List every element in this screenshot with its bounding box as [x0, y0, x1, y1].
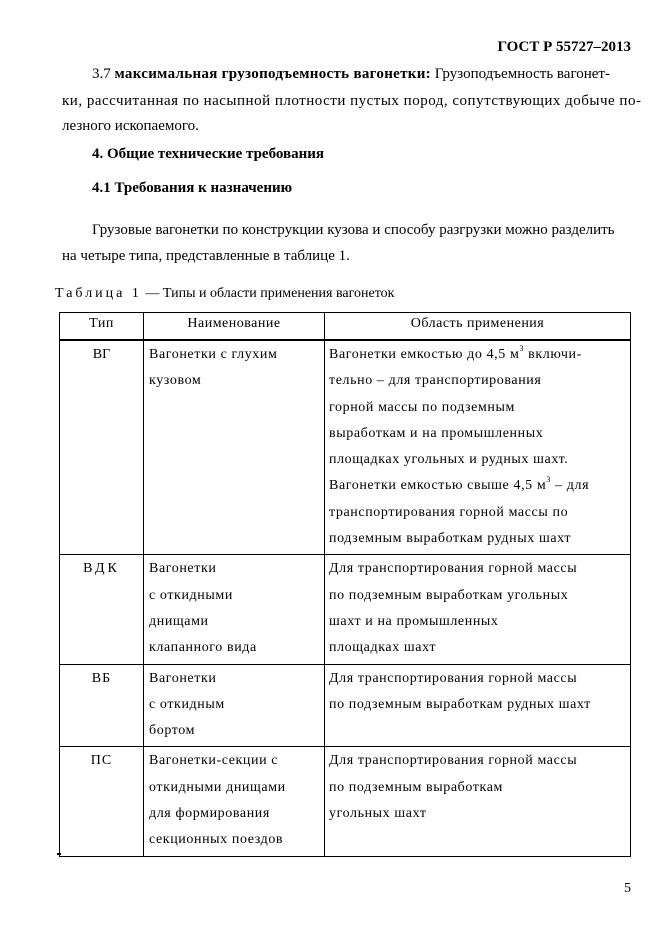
name-line: с откидным — [149, 696, 225, 712]
area-line: Для транспортирования горной массы — [329, 670, 578, 686]
area-line: подземным выработкам рудных шахт — [329, 531, 572, 547]
table-caption — [55, 286, 394, 302]
column-header-name: Наименование — [144, 313, 325, 341]
margin-tick — [57, 853, 61, 855]
name-line: Вагонетки с глухим — [149, 347, 278, 362]
area-cell — [325, 340, 631, 555]
name-line: Вагонетки-секции с — [149, 753, 279, 769]
area-line — [329, 342, 630, 368]
area-line — [329, 473, 630, 499]
name-line: Вагонетки — [149, 561, 217, 577]
table-row — [60, 555, 631, 664]
name-line: откидными днищами — [149, 779, 286, 795]
area-line: горной массы по подземным — [329, 399, 515, 415]
name-cell — [144, 747, 325, 856]
column-header-type: Тип — [60, 313, 144, 341]
paragraph-line: на четыре типа, представленные в таблице 1. — [62, 248, 350, 264]
area-line: угольных шахт — [329, 806, 427, 822]
section-4-1-heading: 4.1 Требования к назначению — [92, 180, 293, 196]
superscript: 3 — [546, 475, 551, 485]
definition-line: ки, рассчитанная по насыпной плотности пустых пород, сопутствующих добыче по- — [62, 93, 642, 109]
area-line: по подземным выработкам — [329, 779, 503, 795]
area-line: по подземным выработкам угольных — [329, 587, 569, 603]
column-header-area: Область применения — [325, 313, 631, 341]
area-line: Для транспортирования горной массы — [329, 561, 578, 577]
name-cell — [144, 555, 325, 664]
table-row — [60, 340, 631, 555]
table-row — [60, 747, 631, 856]
name-line: бортом — [149, 723, 196, 739]
area-text: – для — [555, 478, 590, 494]
type-cell: ВБ — [60, 664, 144, 747]
area-text: Вагонетки емкостью до 4,5 м — [329, 347, 520, 362]
name-line: днищами — [149, 613, 209, 629]
section-4-heading: 4. Общие технические требования — [92, 146, 325, 162]
name-line: кузовом — [149, 373, 202, 389]
name-line: для формирования — [149, 806, 270, 822]
area-cell — [325, 555, 631, 664]
name-line: секционных поездов — [149, 832, 284, 848]
area-line: транспортирования горной массы по — [329, 504, 569, 520]
type-cell: ВДК — [60, 555, 144, 664]
type-cell: ПС — [60, 747, 144, 856]
area-line: тельно – для транспортирования — [329, 373, 542, 389]
area-cell — [325, 747, 631, 856]
section-number: 3.7 — [92, 66, 111, 82]
vehicle-types-table — [59, 312, 631, 857]
table-row — [60, 664, 631, 747]
area-cell — [325, 664, 631, 747]
area-line: площадках угольных и рудных шахт. — [329, 452, 569, 468]
term-definition: максимальная грузоподъемность вагонетки: — [114, 66, 431, 82]
table-header-row — [60, 313, 631, 341]
area-line: выработкам и на промышленных — [329, 425, 544, 441]
definition-text: Грузоподъемность вагонет- — [434, 66, 610, 82]
area-line: шахт и на промышленных — [329, 613, 499, 629]
definition-line: лезного ископаемого. — [62, 118, 199, 134]
area-line: площадках шахт — [329, 640, 437, 656]
table-caption-text: — Типы и области применения вагонеток — [145, 286, 395, 301]
section-3-7-first-line — [92, 66, 610, 83]
paragraph-line: Грузовые вагонетки по конструкции кузова и способу разгрузки можно разделить — [92, 222, 615, 238]
name-line: с откидными — [149, 587, 233, 603]
area-text: Вагонетки емкостью свыше 4,5 м — [329, 478, 547, 494]
name-line: клапанного вида — [149, 640, 257, 656]
area-line: Для транспортирования горной массы — [329, 753, 578, 769]
superscript: 3 — [519, 344, 525, 353]
area-text: включи- — [528, 347, 582, 362]
type-cell: ВГ — [60, 340, 144, 555]
document-number: ГОСТ Р 55727–2013 — [497, 39, 631, 55]
area-line: по подземным выработкам рудных шахт — [329, 696, 591, 712]
name-cell — [144, 664, 325, 747]
page-number: 5 — [624, 881, 631, 896]
name-cell — [144, 340, 325, 555]
name-line: Вагонетки — [149, 670, 217, 686]
table-caption-label: Таблица 1 — [55, 286, 142, 301]
